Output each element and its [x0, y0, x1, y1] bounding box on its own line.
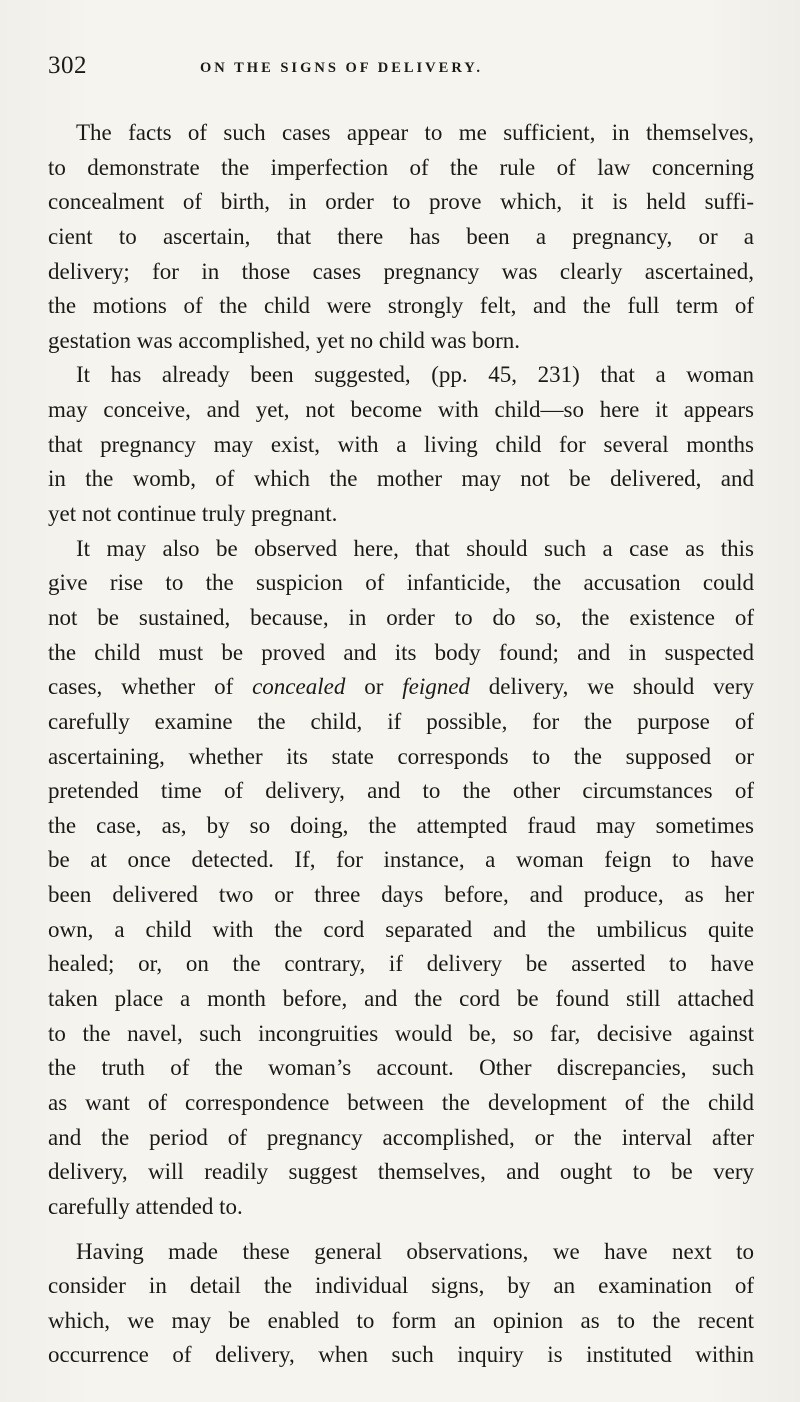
text-line: as want of correspondence between the development of the child: [48, 1089, 754, 1115]
text-line: taken place a month before, and the cord be found still attached: [48, 986, 754, 1012]
text-line: the motions of the child were strongly felt, and the full term of: [48, 293, 754, 319]
text-line: It may also be observed here, that should such a case as this: [76, 535, 754, 561]
text-line: and the period of pregnancy accomplished, or the interval after: [48, 1124, 754, 1150]
text-segment: or: [345, 674, 403, 700]
text-line-with-emphasis: [48, 670, 754, 705]
text-line: delivery, will readily suggest themselves, and ought to be very: [48, 1159, 754, 1185]
text-line: The facts of such cases appear to me sufficient, in themselves,: [76, 120, 754, 145]
page-number: 302: [48, 52, 87, 79]
text-line: It has already been suggested, (pp. 45, 231) that a woman: [76, 362, 754, 388]
running-head: ON THE SIGNS OF DELIVERY.: [200, 60, 484, 76]
paragraph-3: [48, 532, 754, 1225]
text-line: to the navel, such incongruities would be, so far, decisive against: [48, 1020, 754, 1046]
text-line: consider in detail the individual signs, by an examination of: [48, 1273, 754, 1299]
text-line: be at once detected. If, for instance, a woman feign to have: [48, 847, 754, 873]
text-line: the case, as, by so doing, the attempted fraud may sometimes: [48, 812, 754, 838]
paragraph-2: [48, 358, 754, 531]
emphasis-feigned: feigned: [402, 674, 470, 700]
text-line: that pregnancy may exist, with a living child for several months: [48, 431, 754, 457]
text-line: delivery; for in those cases pregnancy was clearly ascertained,: [48, 258, 754, 284]
text-line: the child must be proved and its body found; and in suspected: [48, 639, 754, 665]
page-header: [48, 52, 758, 92]
text-line: Having made these general observations, we have next to: [76, 1238, 754, 1264]
text-line: cient to ascertain, that there has been a pregnancy, or a: [48, 223, 754, 249]
text-segment: cases, whether of: [48, 674, 253, 700]
text-line: ascertaining, whether its state corresponds to the supposed or: [48, 743, 754, 769]
paragraph-1: [48, 116, 754, 358]
text-line: healed; or, on the contrary, if delivery be asserted to have: [48, 951, 754, 977]
text-line: to demonstrate the imperfection of the rule of law concerning: [48, 154, 754, 180]
text-line: carefully examine the child, if possible, for the purpose of: [48, 708, 754, 734]
emphasis-concealed: concealed: [252, 674, 346, 700]
text-line: pretended time of delivery, and to the other circumstances of: [48, 778, 754, 804]
text-line: gestation was accomplished, yet no child was born.: [48, 327, 521, 353]
text-line: give rise to the suspicion of infanticide, the accusation could: [48, 570, 754, 596]
text-line: been delivered two or three days before, and produce, as her: [48, 882, 754, 908]
paragraph-4: [48, 1235, 754, 1374]
text-line: the truth of the woman’s account. Other discrepancies, such: [48, 1055, 754, 1081]
text-line: not be sustained, because, in order to do so, the existence of: [48, 604, 754, 630]
body-text: [48, 116, 754, 1373]
text-line: concealment of birth, in order to prove which, it is held suffi-: [48, 189, 754, 215]
text-line: which, we may be enabled to form an opinion as to the recent: [48, 1307, 754, 1333]
text-line: own, a child with the cord separated and the umbilicus quite: [48, 916, 754, 942]
text-segment: delivery, we should very: [469, 674, 754, 700]
text-line: may conceive, and yet, not become with child—so here it appears: [48, 397, 754, 423]
text-line: in the womb, of which the mother may not be delivered, and: [48, 466, 754, 492]
text-line: occurrence of delivery, when such inquiry is instituted within: [48, 1342, 754, 1368]
text-line: carefully attended to.: [48, 1193, 243, 1219]
paragraph-gap: [48, 1225, 754, 1235]
text-line: yet not continue truly pregnant.: [48, 501, 338, 527]
